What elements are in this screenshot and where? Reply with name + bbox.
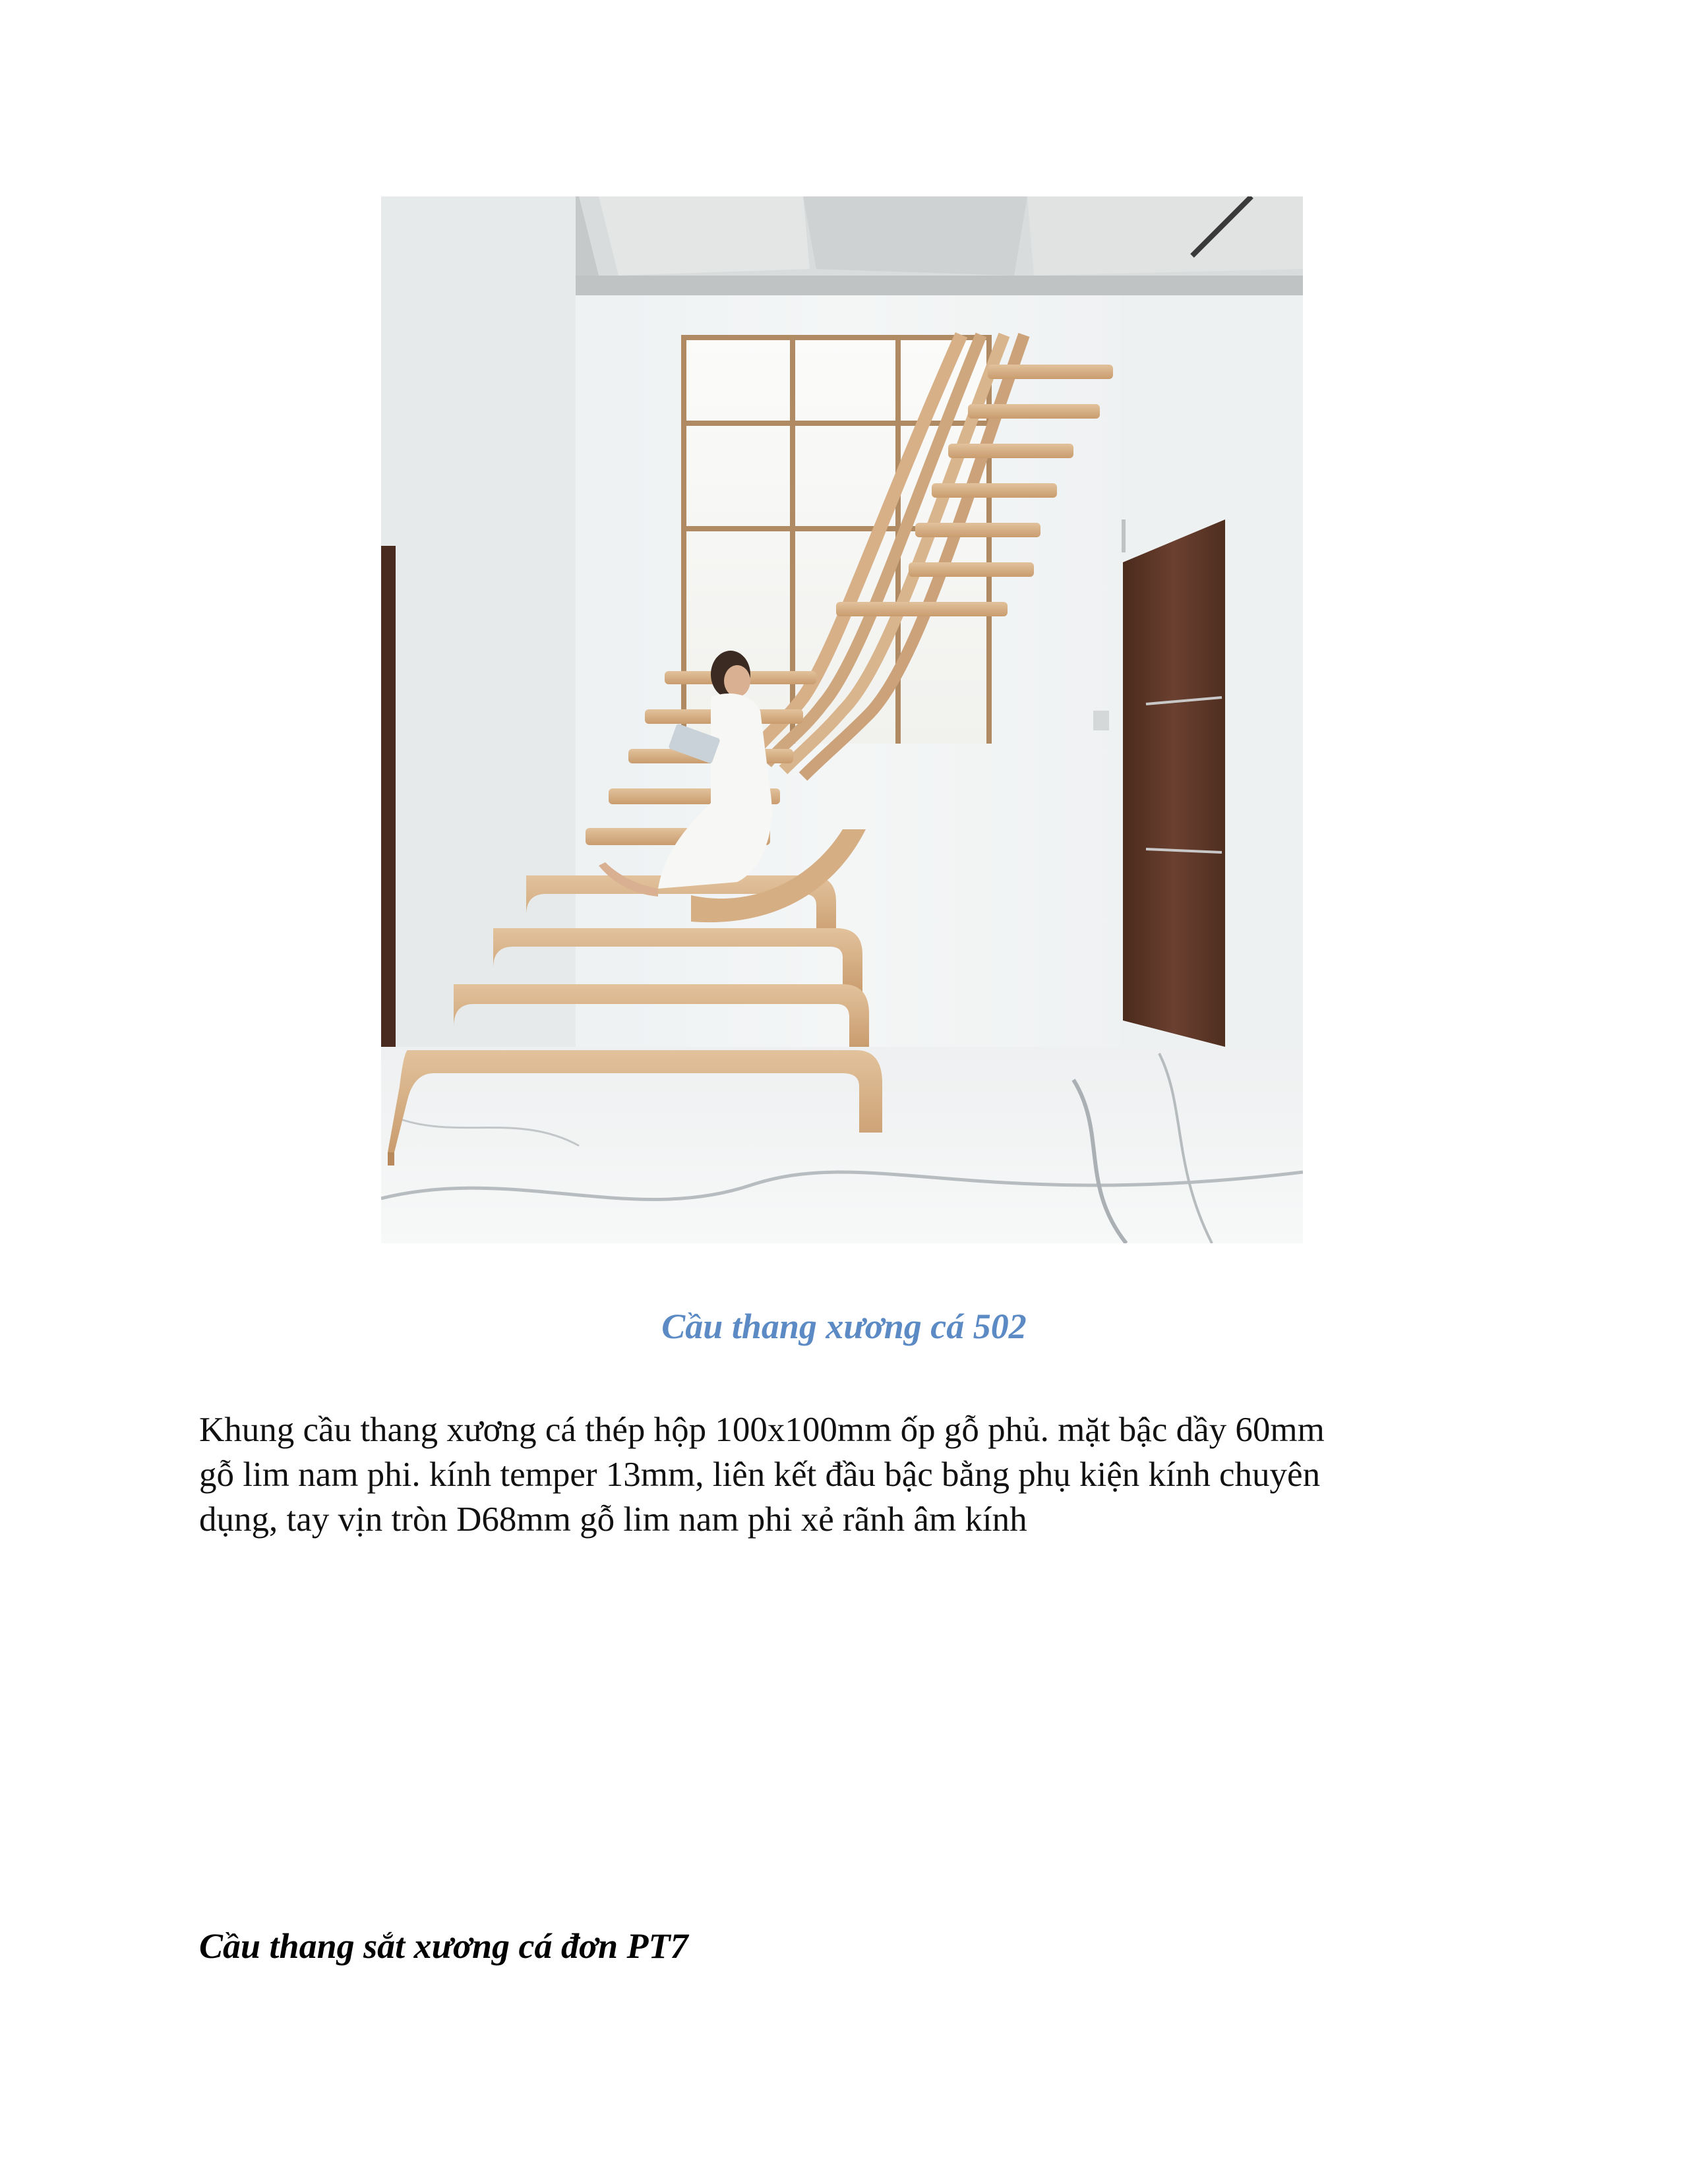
section-heading: Cầu thang sắt xương cá đơn PT7 (199, 1926, 688, 1966)
description-line: Khung cầu thang xương cá thép hộp 100x100mm ốp gỗ phủ. mặt bậc dầy 60mm (199, 1411, 1325, 1449)
description-paragraph (199, 1407, 1485, 1542)
photo-caption: Cầu thang xương cá 502 (661, 1307, 1027, 1346)
description-line: gỗ lim nam phi. kính temper 13mm, liên kết đầu bậc bằng phụ kiện kính chuyên (199, 1456, 1321, 1494)
staircase-photo (381, 196, 1303, 1243)
description-line: dụng, tay vịn tròn D68mm gỗ lim nam phi xẻ rãnh âm kính (199, 1500, 1027, 1539)
